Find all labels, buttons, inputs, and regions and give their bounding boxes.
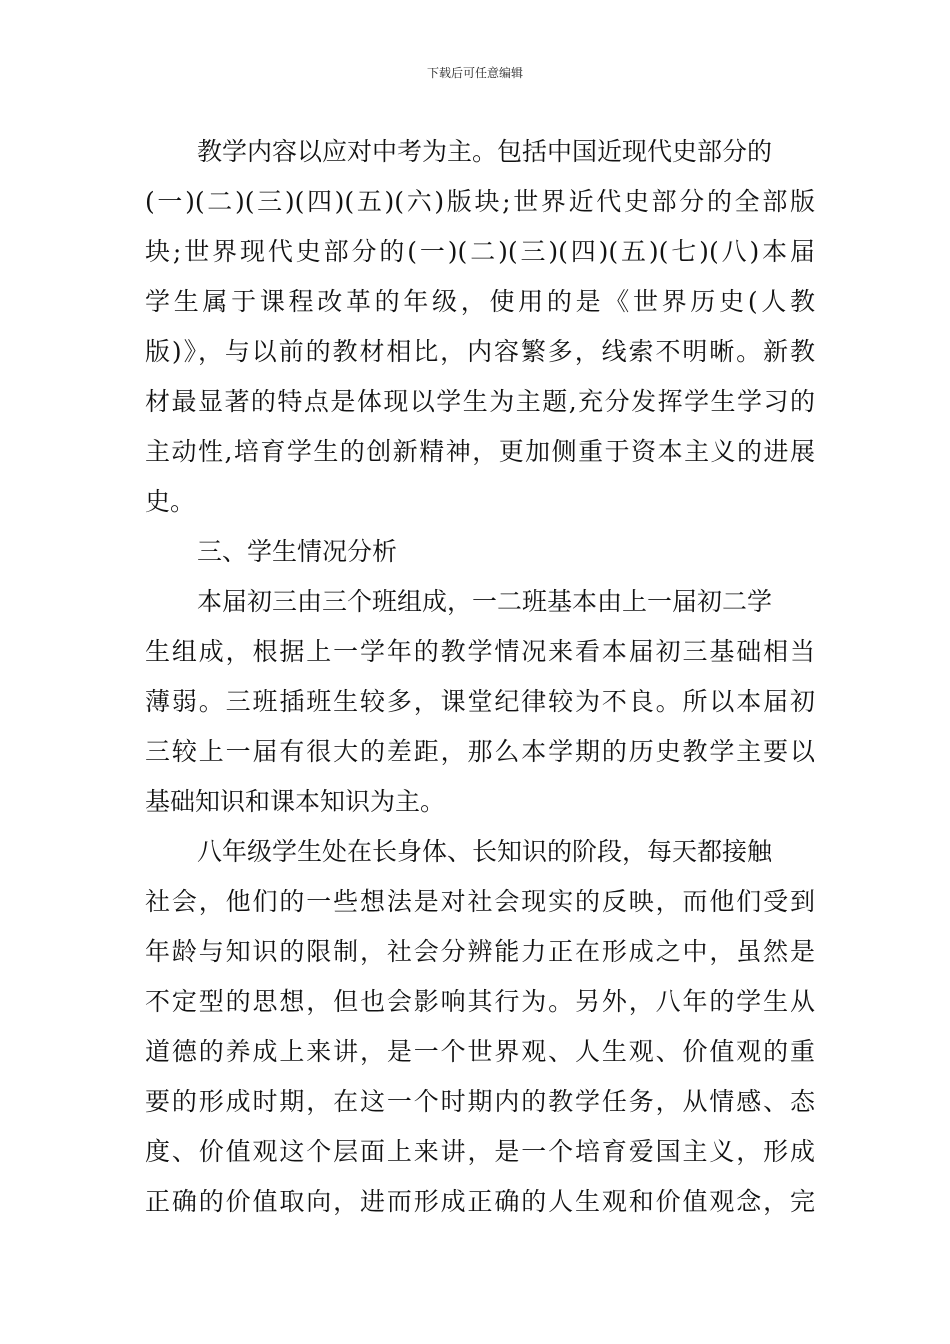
header-note: 下载后可任意编辑 [426, 66, 523, 80]
paragraph-line: 度、价值观这个层面上来讲，是一个培育爱国主义，形成 [145, 1137, 815, 1166]
paragraph-line: 学生属于课程改革的年级，使用的是《世界历史(人教 [145, 287, 815, 316]
paragraph-line: 教学内容以应对中考为主。包括中国近现代史部分的 [197, 137, 773, 166]
paragraph-line: 本届初三由三个班组成，一二班基本由上一届初二学 [197, 587, 773, 616]
paragraph-line: 史。 [145, 487, 196, 516]
paragraph-line: 要的形成时期，在这一个时期内的教学任务，从情感、态 [145, 1087, 815, 1116]
paragraph-line: (一)(二)(三)(四)(五)(六)版块;世界近代史部分的全部版 [145, 187, 815, 216]
paragraph-line: 社会，他们的一些想法是对社会现实的反映，而他们受到 [145, 887, 815, 916]
paragraph-line: 主动性,培育学生的创新精神，更加侧重于资本主义的进展 [145, 437, 815, 466]
paragraph-line: 块;世界现代史部分的(一)(二)(三)(四)(五)(七)(八)本届 [145, 237, 815, 266]
paragraph-line: 薄弱。三班插班生较多，课堂纪律较为不良。所以本届初 [145, 687, 815, 716]
paragraph-line: 基础知识和课本知识为主。 [145, 787, 446, 816]
paragraph-line: 三较上一届有很大的差距，那么本学期的历史教学主要以 [145, 737, 815, 766]
document-body [145, 127, 815, 1227]
paragraph-line: 不定型的思想，但也会影响其行为。另外，八年的学生从 [145, 987, 815, 1016]
paragraph-line: 材最显著的特点是体现以学生为主题,充分发挥学生学习的 [145, 387, 815, 416]
paragraph-line: 年龄与知识的限制，社会分辨能力正在形成之中，虽然是 [145, 937, 815, 966]
paragraph-line: 生组成，根据上一学年的教学情况来看本届初三基础相当 [145, 637, 815, 666]
paragraph-line: 版)》，与以前的教材相比，内容繁多，线索不明晰。新教 [145, 337, 815, 366]
paragraph-line: 八年级学生处在长身体、长知识的阶段，每天都接触 [197, 837, 773, 866]
paragraph-line: 正确的价值取向，进而形成正确的人生观和价值观念，完 [145, 1187, 815, 1216]
paragraph-line: 道德的养成上来讲，是一个世界观、人生观、价值观的重 [145, 1037, 815, 1066]
section-heading: 三、学生情况分析 [197, 537, 398, 566]
